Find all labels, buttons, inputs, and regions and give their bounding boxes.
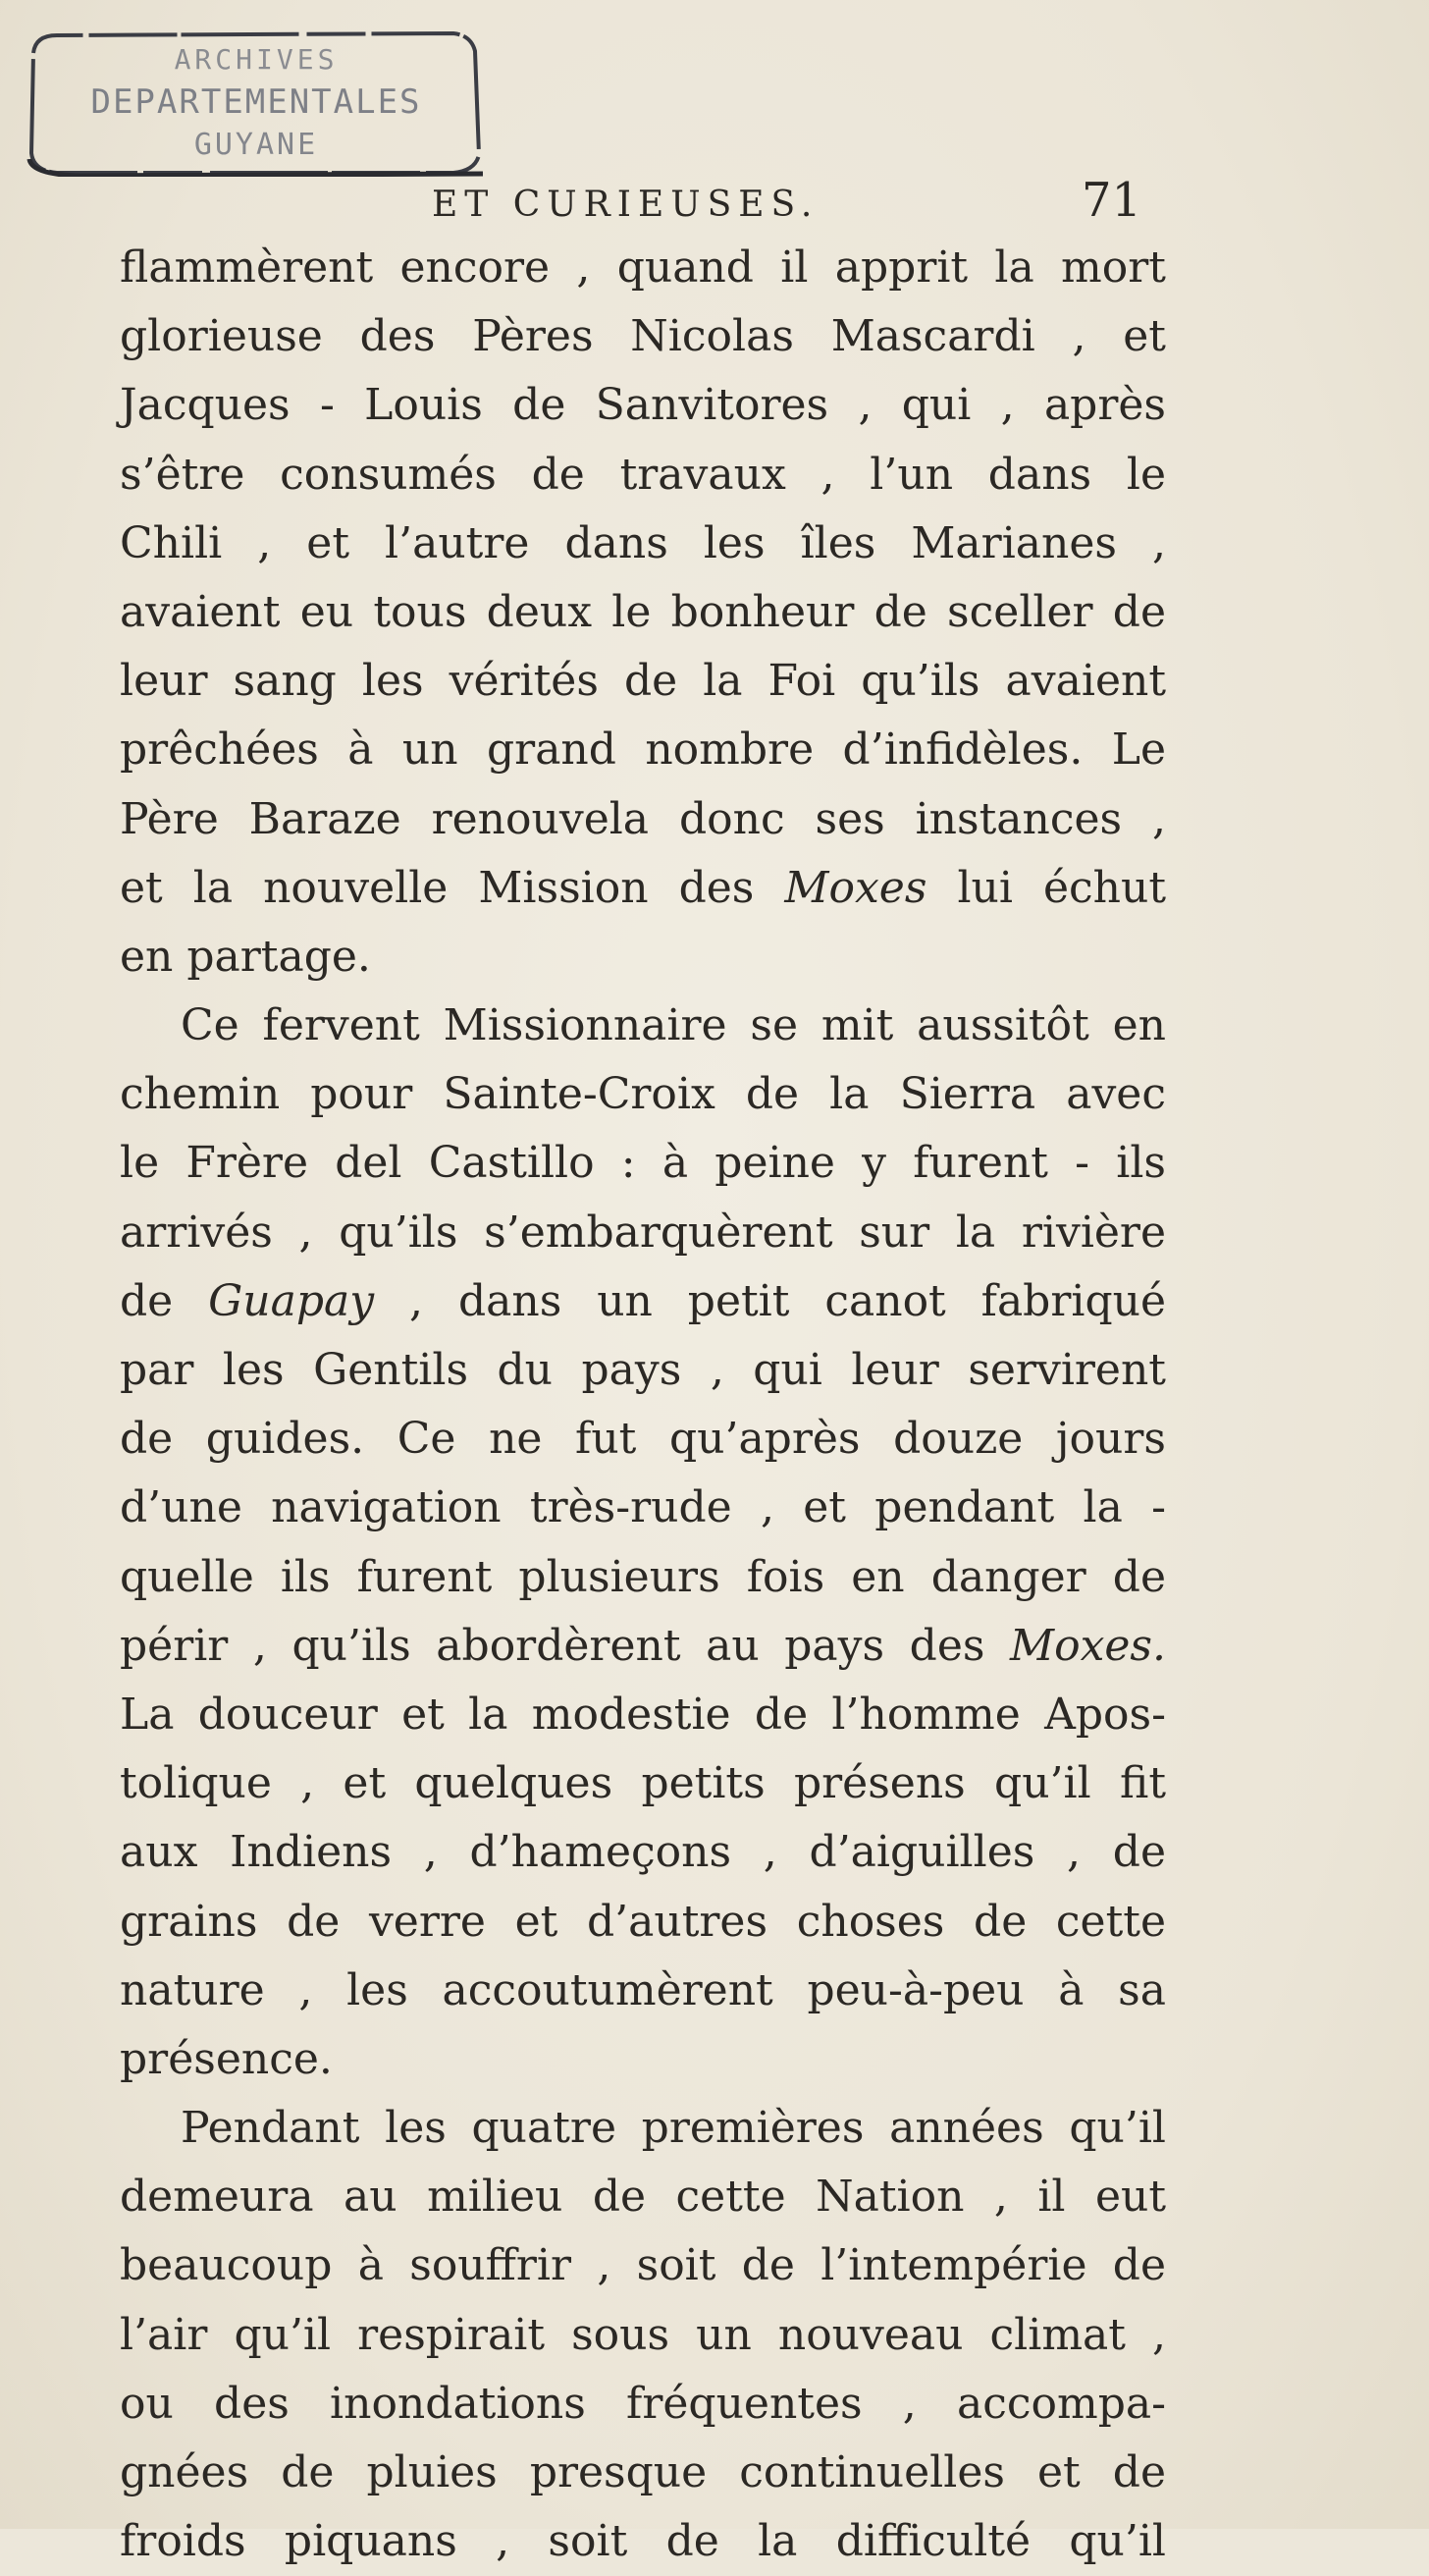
text-line: l’air qu’il respirait sous un nouveau climat , (120, 2309, 1166, 2360)
text-line: La douceur et la modestie de l’homme Apos- (120, 1689, 1166, 1740)
text-line: prêchées à un grand nombre d’infidèles. Le (120, 724, 1166, 776)
text-line: grains de verre et d’autres choses de cette (120, 1896, 1166, 1947)
text-line: flammèrent encore , quand il apprit la mort (120, 242, 1166, 293)
text-line: glorieuse des Pères Nicolas Mascardi , et (120, 311, 1166, 362)
text-line: arrivés , qu’ils s’embarquèrent sur la rivière (120, 1207, 1166, 1258)
text-line: beaucoup à souffrir , soit de l’intempérie de (120, 2240, 1166, 2291)
text-line: Pendant les quatre premières années qu’il (181, 2103, 1166, 2154)
archive-stamp (22, 29, 491, 177)
running-header: ET CURIEUSES. (432, 185, 820, 225)
text-line: de Guapay , dans un petit canot fabriqué (120, 1275, 1166, 1326)
italic-term: Moxes (784, 862, 927, 913)
text-line: par les Gentils du pays , qui leur servirent (120, 1345, 1166, 1395)
text-line: quelle ils furent plusieurs fois en danger de (120, 1551, 1166, 1602)
stamp-line-guyane: GUYANE (193, 128, 319, 162)
text-line: le Frère del Castillo : à peine y furent - ils (120, 1138, 1166, 1189)
text-line: aux Indiens , d’hameçons , d’aiguilles , de (120, 1827, 1166, 1878)
page-number: 71 (1082, 173, 1142, 228)
text-line: Ce fervent Missionnaire se mit aussitôt en (181, 1000, 1166, 1051)
text-line: Jacques - Louis de Sanvitores , qui , après (120, 380, 1166, 431)
text-line: d’une navigation très-rude , et pendant la - (120, 1482, 1166, 1533)
text-line: ou des inondations fréquentes , accompa- (120, 2378, 1166, 2429)
text-line: Père Baraze renouvela donc ses instances , (120, 793, 1166, 844)
stamp-line-archives: ARCHIVES (174, 43, 339, 76)
text-line: présence. (120, 2033, 333, 2084)
stamp-line-departementales: DEPARTEMENTALES (90, 82, 422, 122)
text-line: gnées de pluies presque continuelles et de (120, 2447, 1166, 2497)
text-line: chemin pour Sainte-Croix de la Sierra avec (120, 1069, 1166, 1120)
text-line: nature , les accoutumèrent peu-à-peu à sa (120, 1964, 1166, 2015)
text-line: de guides. Ce ne fut qu’après douze jours (120, 1414, 1166, 1465)
text-line: et la nouvelle Mission des Moxes lui échut (120, 862, 1166, 913)
text-line: en partage. (120, 931, 371, 982)
text-line: demeura au milieu de cette Nation , il eut (120, 2172, 1166, 2223)
text-line: périr , qu’ils abordèrent au pays des Moxes. (120, 1620, 1166, 1671)
text-line: s’être consumés de travaux , l’un dans le (120, 449, 1166, 500)
text-line: leur sang les vérités de la Foi qu’ils avaient (120, 656, 1166, 707)
italic-term: Guapay (208, 1275, 375, 1326)
body-text (120, 234, 1166, 2576)
text-line: tolique , et quelques petits présens qu’il fit (120, 1758, 1166, 1809)
text-line: froids piquans , soit de la difficulté qu’il (120, 2516, 1166, 2567)
text-line: avaient eu tous deux le bonheur de sceller de (120, 586, 1166, 637)
italic-term: Moxes. (1010, 1620, 1166, 1671)
text-line: Chili , et l’autre dans les îles Marianes , (120, 517, 1166, 568)
